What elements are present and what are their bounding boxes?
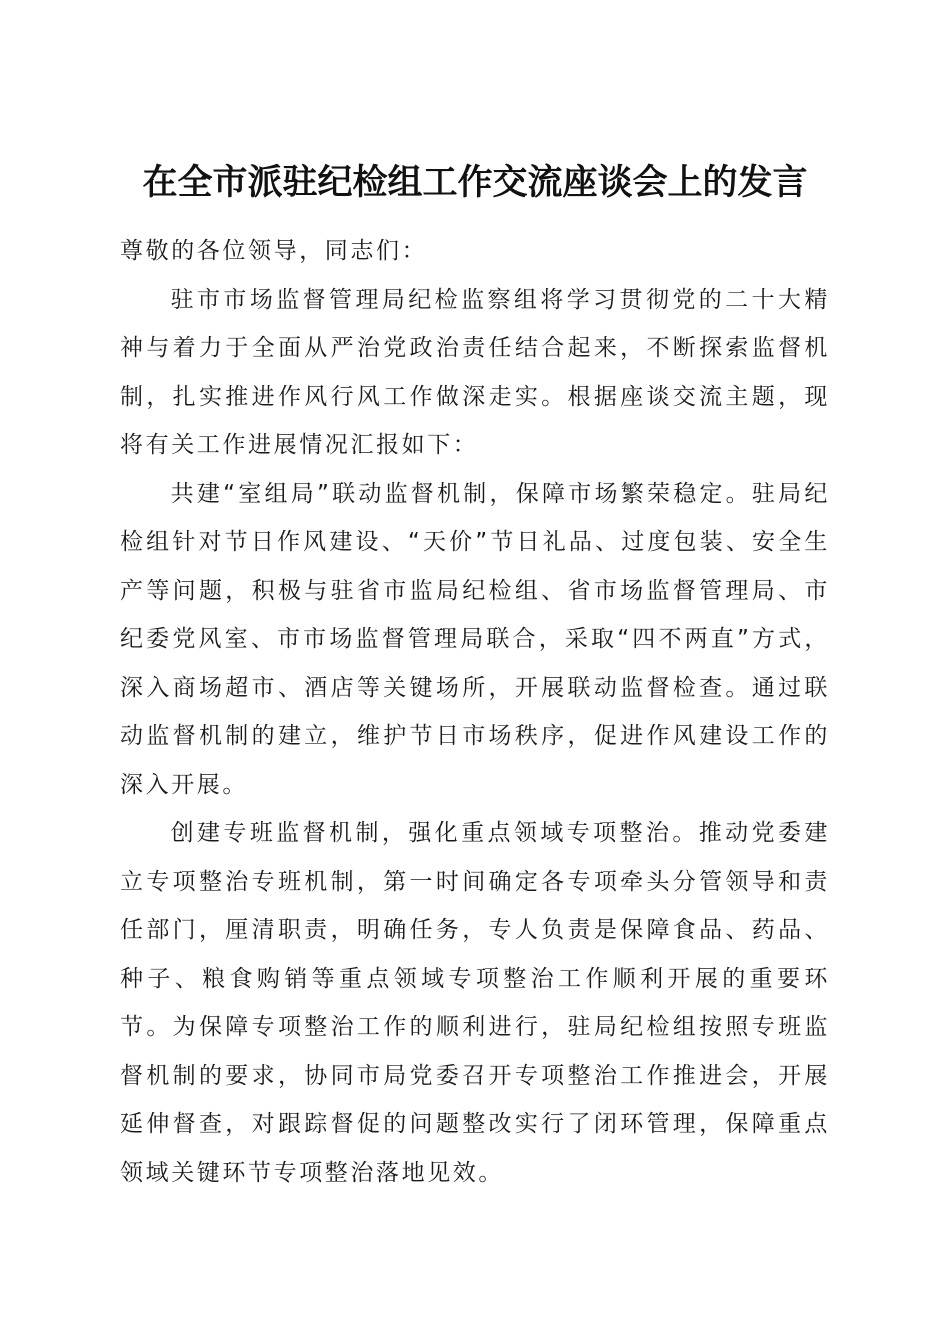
paragraph-joint-supervision: 共建“室组局”联动监督机制，保障市场繁荣稳定。驻局纪检组针对节日作风建设、“天价”节日礼品、过度包装、安全生产等问题，积极与驻省市监局纪检组、省市场监督管理局、市纪委党风室、市市场监督管理局联合，采取“四不两直”方式，深入商场超市、酒店等关键场所，开展联动监督检查。通过联动监督机制的建立，维护节日市场秩序，促进作风建设工作的深入开展。 xyxy=(120,480,830,798)
paragraph-special-task-force: 创建专班监督机制，强化重点领域专项整治。推动党委建立专项整治专班机制，第一时间确定各专项牵头分管领导和责任部门，厘清职责，明确任务，专人负责是保障食品、药品、种子、粮食购销等重点领域专项整治工作顺利开展的重要环节。为保障专项整治工作的顺利进行，驻局纪检组按照专班监督机制的要求，协同市局党委召开专项整治工作推进会，开展延伸督查，对跟踪督促的问题整改实行了闭环管理，保障重点领域关键环节专项整治落地见效。 xyxy=(120,820,830,1186)
paragraph-intro: 驻市市场监督管理局纪检监察组将学习贯彻党的二十大精神与着力于全面从严治党政治责任结合起来，不断探索监督机制，扎实推进作风行风工作做深走实。根据座谈交流主题，现将有关工作进展情况汇报如下： xyxy=(120,286,830,458)
document-title: 在全市派驻纪检组工作交流座谈会上的发言 xyxy=(142,162,808,204)
document-body xyxy=(120,227,830,1197)
salutation: 尊敬的各位领导，同志们： xyxy=(120,238,428,264)
